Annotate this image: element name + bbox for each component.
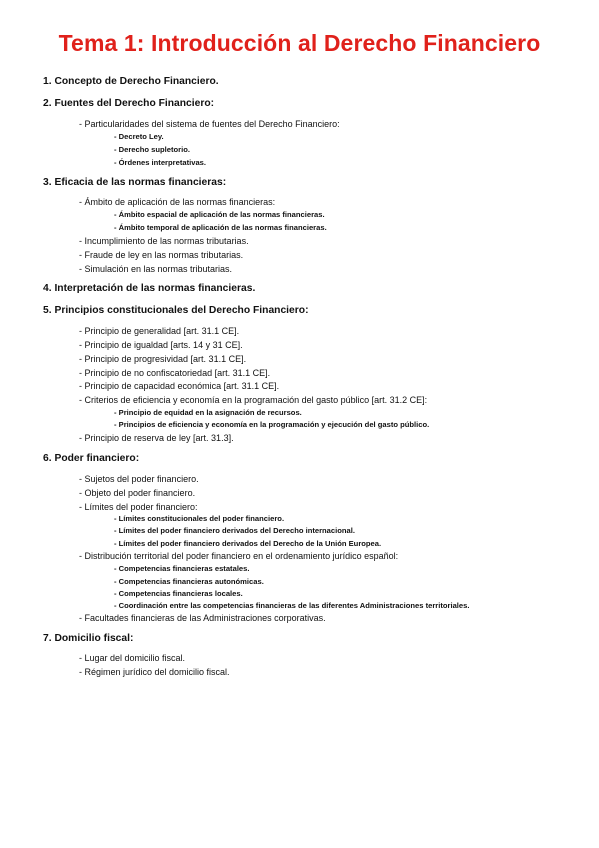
list-item: - Principio de progresividad [art. 31.1 CE].	[79, 354, 247, 364]
sub-list-item: - Competencias financieras locales.	[114, 589, 243, 598]
list-item: - Límites del poder financiero:	[79, 502, 198, 512]
sub-list-item: - Ámbito espacial de aplicación de las normas financieras.	[114, 210, 325, 219]
list-item: - Régimen jurídico del domicilio fiscal.	[79, 667, 230, 677]
sub-list-item: - Principio de equidad en la asignación de recursos.	[114, 408, 302, 417]
document-title: Tema 1: Introducción al Derecho Financiero	[58, 30, 541, 56]
list-item: - Facultades financieras de las Administraciones corporativas.	[79, 613, 326, 623]
list-item: - Principio de no confiscatoriedad [art. 31.1 CE].	[79, 368, 271, 378]
sub-list-item: - Límites constitucionales del poder financiero.	[114, 514, 285, 523]
list-item: - Incumplimiento de las normas tributarias.	[79, 236, 249, 246]
list-item: - Ámbito de aplicación de las normas financieras:	[79, 197, 276, 207]
list-item: - Simulación en las normas tributarias.	[79, 264, 233, 274]
sub-list-item: - Límites del poder financiero derivados del Derecho de la Unión Europea.	[114, 539, 382, 548]
list-item: - Sujetos del poder financiero.	[79, 474, 199, 484]
list-item: - Principio de capacidad económica [art. 31.1 CE].	[79, 381, 280, 391]
sub-list-item: - Coordinación entre las competencias financieras de las diferentes Administraciones territoriales.	[114, 601, 470, 610]
sub-list-item: - Derecho supletorio.	[114, 145, 190, 154]
sub-list-item: - Competencias financieras estatales.	[114, 564, 250, 573]
section-heading-2: 2. Fuentes del Derecho Financiero:	[43, 98, 215, 109]
list-item: - Fraude de ley en las normas tributarias.	[79, 250, 244, 260]
section-heading-5: 5. Principios constitucionales del Derecho Financiero:	[43, 305, 309, 316]
list-item: - Principio de generalidad [art. 31.1 CE].	[79, 326, 240, 336]
sub-list-item: - Decreto Ley.	[114, 132, 164, 141]
sub-list-item: - Órdenes interpretativas.	[114, 158, 207, 167]
list-item: - Distribución territorial del poder financiero en el ordenamiento jurídico español:	[79, 551, 399, 561]
sub-list-item: - Ámbito temporal de aplicación de las normas financieras.	[114, 223, 327, 232]
list-item: - Principio de reserva de ley [art. 31.3].	[79, 433, 234, 443]
section-heading-3: 3. Eficacia de las normas financieras:	[43, 177, 227, 188]
section-heading-7: 7. Domicilio fiscal:	[43, 633, 134, 644]
section-heading-1: 1. Concepto de Derecho Financiero.	[43, 76, 219, 87]
list-item: - Principio de igualdad [arts. 14 y 31 CE].	[79, 340, 243, 350]
list-item: - Lugar del domicilio fiscal.	[79, 653, 186, 663]
list-item: - Objeto del poder financiero.	[79, 488, 196, 498]
list-item: - Criterios de eficiencia y economía en la programación del gasto público [art. 31.2 CE]:	[79, 395, 428, 405]
sub-list-item: - Competencias financieras autonómicas.	[114, 577, 264, 586]
sub-list-item: - Principios de eficiencia y economía en la programación y ejecución del gasto público.	[114, 420, 430, 429]
sub-list-item: - Límites del poder financiero derivados del Derecho internacional.	[114, 526, 355, 535]
section-heading-4: 4. Interpretación de las normas financieras.	[43, 283, 256, 294]
section-heading-6: 6. Poder financiero:	[43, 453, 140, 464]
list-item: - Particularidades del sistema de fuentes del Derecho Financiero:	[79, 119, 340, 129]
